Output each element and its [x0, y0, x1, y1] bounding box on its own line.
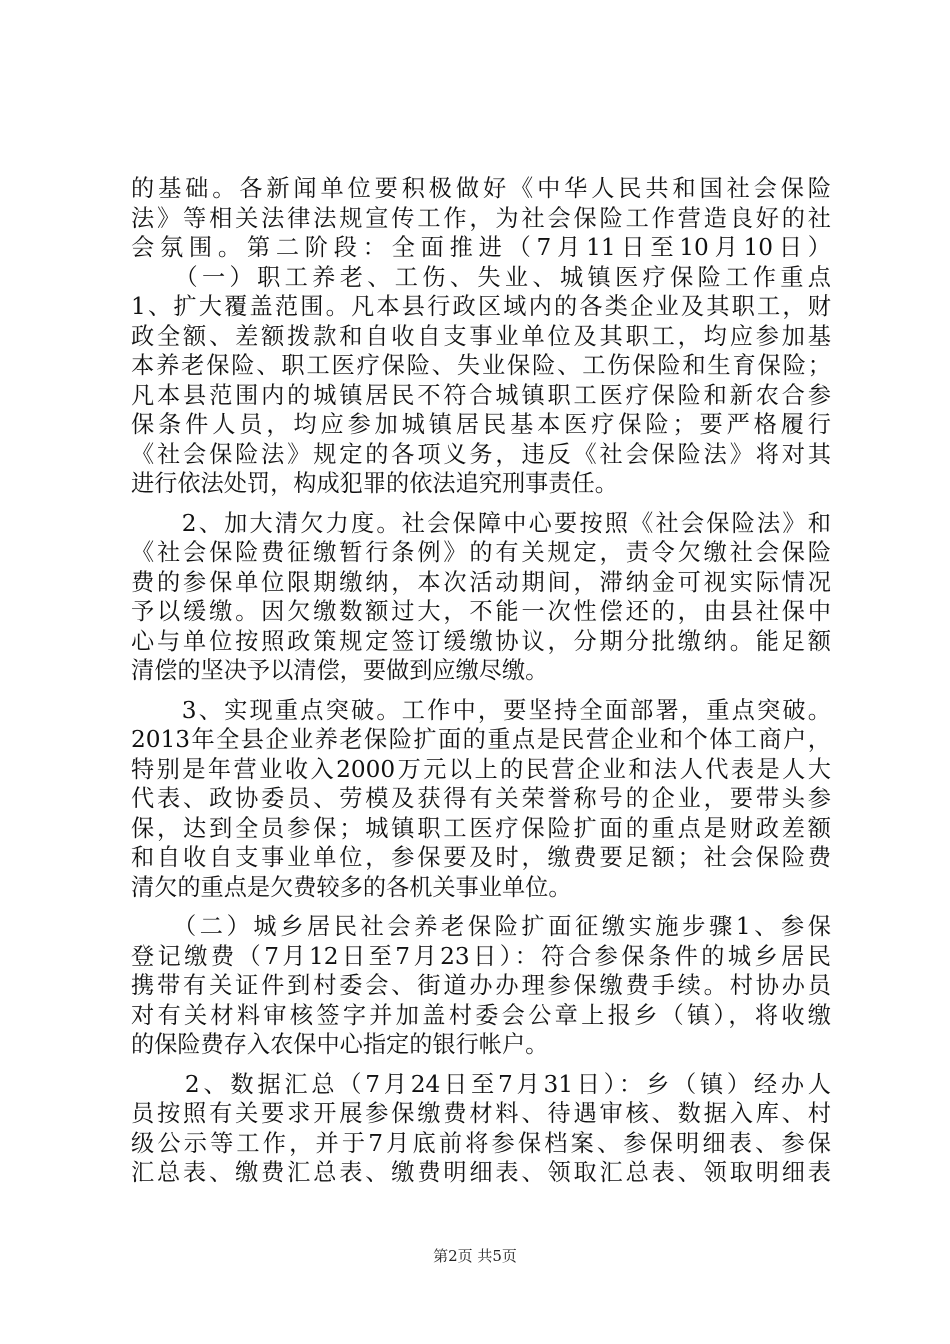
text-line: 汇总表、缴费汇总表、缴费明细表、领取汇总表、领取明细表: [131, 1159, 831, 1186]
text-line: 1、扩大覆盖范围。凡本县行政区域内的各类企业及其职工，财: [131, 293, 831, 320]
paragraph-gap: [131, 902, 831, 912]
text-line: 《社会保险费征缴暂行条例》的有关规定，责令欠缴社会保险: [131, 539, 831, 566]
text-line: 和自收自支事业单位，参保要及时，缴费要足额；社会保险费: [131, 844, 831, 871]
text-line: 《社会保险法》规定的各项义务，违反《社会保险法》将对其: [131, 440, 831, 468]
page-footer: 第2页 共5页: [433, 1247, 517, 1265]
text-line: 员按照有关要求开展参保缴费材料、待遇审核、数据入库、村: [131, 1100, 831, 1127]
text-line: 保条件人员，均应参加城镇居民基本医疗保险；要严格履行: [131, 411, 831, 438]
body-text: [131, 174, 831, 1188]
text-line: 2013年全县企业养老保险扩面的重点是民营企业和个体工商户，: [131, 726, 831, 753]
text-line: （二）城乡居民社会养老保险扩面征缴实施步骤1、参保: [131, 913, 831, 940]
text-line: 3、实现重点突破。工作中，要坚持全面部署，重点突破。: [131, 696, 831, 724]
text-line: 的基础。各新闻单位要积极做好《中华人民共和国社会保险: [131, 175, 831, 202]
text-line: 清偿的坚决予以清偿，要做到应缴尽缴。: [131, 657, 549, 684]
text-line: 2、加大清欠力度。社会保障中心要按照《社会保险法》和: [131, 509, 831, 537]
text-line: 予以缓缴。因欠缴数额过大，不能一次性偿还的，由县社保中: [131, 598, 831, 625]
text-line: 2、数据汇总（7月24日至7月31日）：乡（镇）经办人: [131, 1070, 831, 1098]
text-line: 对有关材料审核签字并加盖村委会公章上报乡（镇），将收缴: [131, 1001, 831, 1029]
text-line: 凡本县范围内的城镇居民不符合城镇职工医疗保险和新农合参: [131, 381, 831, 409]
text-line: 会氛围。第二阶段：全面推进（7月11日至10月10日）: [131, 234, 831, 261]
text-line: 进行依法处罚，构成犯罪的依法追究刑事责任。: [131, 470, 618, 497]
text-line: （一）职工养老、工伤、失业、城镇医疗保险工作重点: [131, 263, 831, 291]
text-line: 级公示等工作，并于7月底前将参保档案、参保明细表、参保: [131, 1129, 831, 1157]
text-line: 登记缴费（7月12日至7月23日）：符合参保条件的城乡居民: [131, 942, 831, 970]
text-line: 的保险费存入农保中心指定的银行帐户。: [131, 1031, 549, 1058]
text-line: 携带有关证件到村委会、街道办办理参保缴费手续。村协办员: [131, 972, 831, 999]
text-line: 本养老保险、职工医疗保险、失业保险、工伤保险和生育保险；: [131, 352, 831, 379]
text-line: 法》等相关法律法规宣传工作，为社会保险工作营造良好的社: [131, 204, 831, 232]
text-line: 保，达到全员参保；城镇职工医疗保险扩面的重点是财政差额: [131, 814, 831, 842]
text-line: 费的参保单位限期缴纳，本次活动期间，滞纳金可视实际情况: [131, 568, 831, 596]
text-line: 心与单位按照政策规定签订缓缴协议，分期分批缴纳。能足额: [131, 627, 831, 655]
text-line: 政全额、差额拨款和自收自支事业单位及其职工，均应参加基: [131, 322, 831, 350]
paragraph-gap: [131, 686, 831, 696]
text-line: 代表、政协委员、劳模及获得有关荣誉称号的企业，要带头参: [131, 785, 831, 812]
text-line: 特别是年营业收入2000万元以上的民营企业和法人代表是人大: [131, 755, 831, 783]
paragraph-gap: [131, 499, 831, 509]
paragraph-gap: [131, 1060, 831, 1070]
text-line: 清欠的重点是欠费较多的各机关事业单位。: [131, 873, 572, 901]
